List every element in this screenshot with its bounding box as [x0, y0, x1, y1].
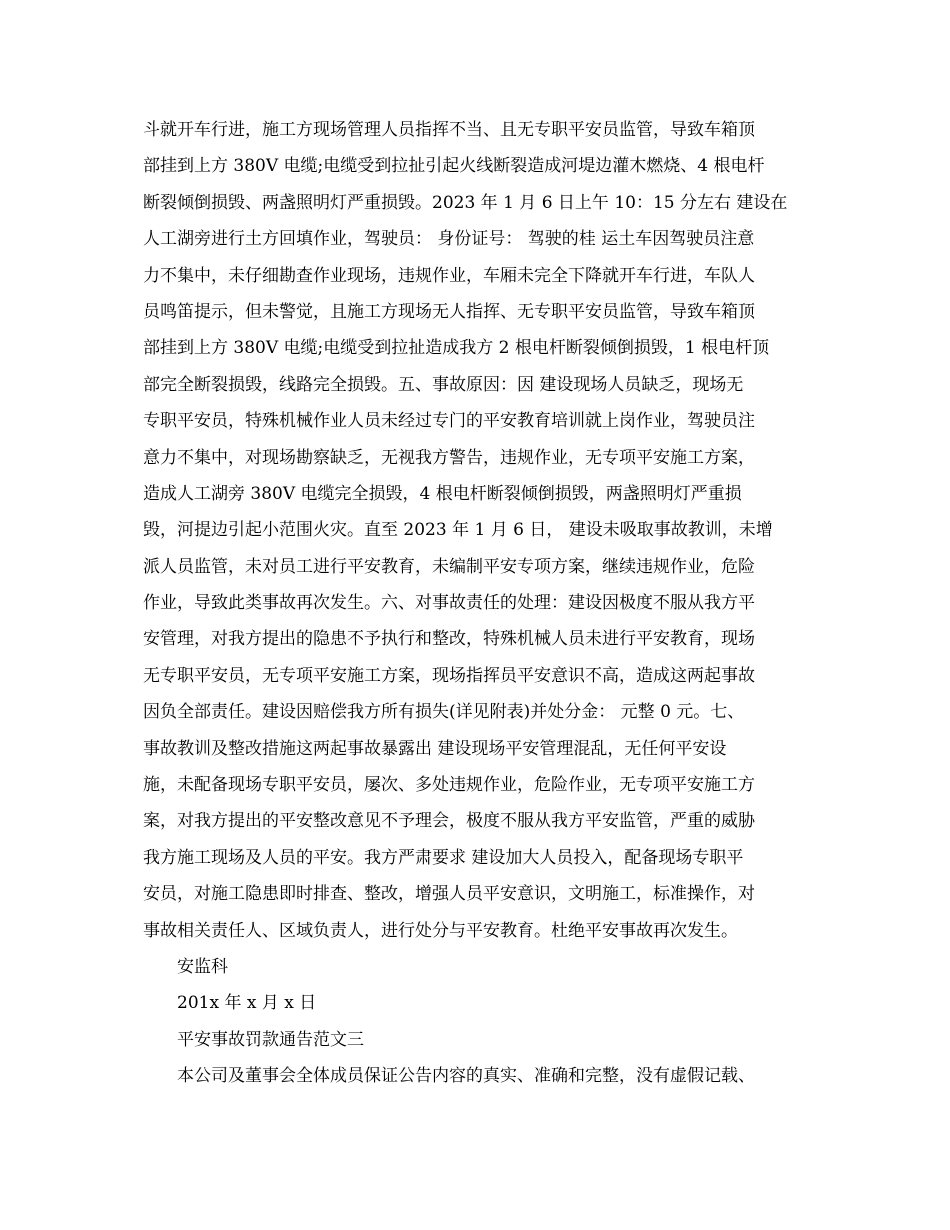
body-line: 专职平安员，特殊机械作业人员未经过专门的平安教育培训就上岗作业，驾驶员注	[143, 411, 755, 432]
body-line: 作业，导致此类事故再次发生。六、对事故责任的处理：建设因极度不服从我方平	[143, 593, 755, 614]
body-line: 事故教训及整改措施这两起事故暴露出 建设现场平安管理混乱，无任何平安设	[143, 738, 727, 759]
body-line: 施，未配备现场专职平安员，屡次、多处违规作业，危险作业，无专项平安施工方	[143, 775, 755, 796]
body-line: 我方施工现场及人员的平安。我方严肃要求 建设加大人员投入，配备现场专职平	[143, 847, 744, 868]
body-line: 事故相关责任人、区域负责人，进行处分与平安教育。杜绝平安事故再次发生。	[143, 920, 738, 941]
body-line: 人工湖旁进行土方回填作业，驾驶员： 身份证号： 驾驶的桂 运土车因驾驶员注意	[143, 229, 755, 250]
body-line: 派人员监管，未对员工进行平安教育，未编制平安专项方案，继续违规作业，危险	[143, 556, 755, 577]
signature: 安监科	[177, 956, 228, 977]
document-body	[143, 112, 811, 1095]
body-line: 意力不集中，对现场勘察缺乏，无视我方警告，违规作业，无专项平安施工方案，	[143, 447, 755, 468]
body-line: 员鸣笛提示，但未警觉，且施工方现场无人指挥、无专职平安员监管，导致车箱顶	[143, 301, 755, 322]
body-line: 本公司及董事会全体成员保证公告内容的真实、准确和完整，没有虚假记载、	[177, 1066, 755, 1087]
body-line: 案，对我方提出的平安整改意见不予理会，极度不服从我方平安监管，严重的威胁	[143, 811, 755, 832]
section-title: 平安事故罚款通告范文三	[177, 1029, 364, 1050]
body-line: 毁，河提边引起小范围火灾。直至 2023 年 1 月 6 日， 建设未吸取事故教训，未增	[143, 520, 773, 541]
body-line: 斗就开车行进，施工方现场管理人员指挥不当、且无专职平安员监管，导致车箱顶	[143, 120, 755, 140]
body-line: 因负全部责任。建设因赔偿我方所有损失(详见附表)并处分金： 元整 0 元。七、	[143, 702, 745, 723]
body-line: 部挂到上方 380V 电缆;电缆受到拉扯造成我方 2 根电杆断裂倾倒损毁，1 根电杆顶	[143, 338, 770, 359]
body-line: 部完全断裂损毁，线路完全损毁。五、事故原因：因 建设现场人员缺乏，现场无	[143, 374, 744, 395]
body-line: 安员，对施工隐患即时排查、整改，增强人员平安意识，文明施工，标准操作，对	[143, 884, 755, 905]
body-line: 安管理，对我方提出的隐患不予执行和整改，特殊机械人员未进行平安教育，现场	[143, 629, 755, 650]
body-line: 断裂倾倒损毁、两盏照明灯严重损毁。2023 年 1 月 6 日上午 10：15 分左右 建设在	[143, 192, 788, 213]
date: 201x 年 x 月 x 日	[177, 993, 317, 1014]
body-line: 力不集中，未仔细勘查作业现场，违规作业，车厢未完全下降就开车行进，车队人	[143, 265, 755, 286]
body-line: 造成人工湖旁 380V 电缆完全损毁，4 根电杆断裂倾倒损毁，两盏照明灯严重损	[143, 483, 742, 504]
body-line: 部挂到上方 380V 电缆;电缆受到拉扯引起火线断裂造成河堤边灌木燃烧、4 根电杆	[143, 156, 765, 177]
body-line: 无专职平安员，无专项平安施工方案，现场指挥员平安意识不高，造成这两起事故	[143, 665, 755, 686]
